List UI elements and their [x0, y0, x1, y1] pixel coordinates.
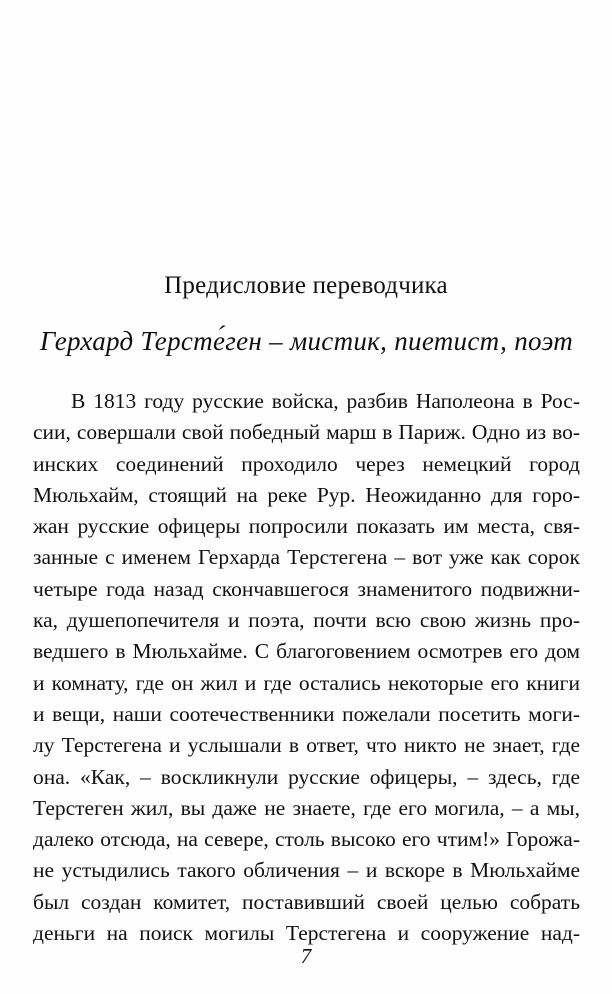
body-paragraph — [33, 386, 580, 949]
text-line: Мюльхайм, стоящий на реке Рур. Неожиданно для горо- — [33, 482, 580, 507]
text-line: деньги на поиск могилы Терстегена и сооружение над- — [33, 921, 580, 946]
text-line: Терстеген жил, вы даже не знаете, где его могила, – а мы, — [33, 795, 580, 820]
text-line: жан русские офицеры попросили показать им места, свя- — [33, 514, 580, 539]
text-line: и вещи, наши соотечественники пожелали посетить моги- — [33, 701, 580, 726]
text-line: инских соединений проходило через немецкий город — [33, 451, 580, 476]
text-line: занные с именем Герхарда Терстегена – вот уже как сорок — [33, 545, 580, 570]
text-line: лу Терстегена и услышали в ответ, что никто не знает, где — [33, 733, 580, 758]
section-title: Предисловие переводчика — [164, 272, 448, 299]
text-line: далеко отсюда, на севере, столь высоко его чтим!» Горожа- — [33, 827, 580, 852]
text-line: ведшего в Мюльхайме. С благоговением осмотрев его дом — [33, 639, 580, 664]
text-line: не устыдились такого обличения – и вскоре в Мюльхайме — [33, 858, 580, 883]
text-line: ка, душепопечителя и поэта, почти всю свою жизнь про- — [33, 608, 580, 633]
page-number: 7 — [300, 944, 312, 968]
text-line: сии, совершали свой победный марш в Париж. Одно из во- — [33, 420, 580, 445]
text-line: был создан комитет, поставивший своей целью собрать — [33, 889, 580, 914]
text-line: и комнату, где он жил и где остались некоторые его книги — [33, 670, 580, 695]
text-line: она. «Как, – воскликнули русские офицеры, – здесь, где — [33, 764, 580, 789]
chapter-subtitle: Герхард Терсте́ген – мистик, пиетист, поэт — [39, 326, 574, 356]
text-line: четыре года назад скончавшегося знаменитого подвижни- — [33, 576, 580, 601]
text-line: В 1813 году русские войска, разбив Наполеона в Рос- — [71, 389, 580, 413]
